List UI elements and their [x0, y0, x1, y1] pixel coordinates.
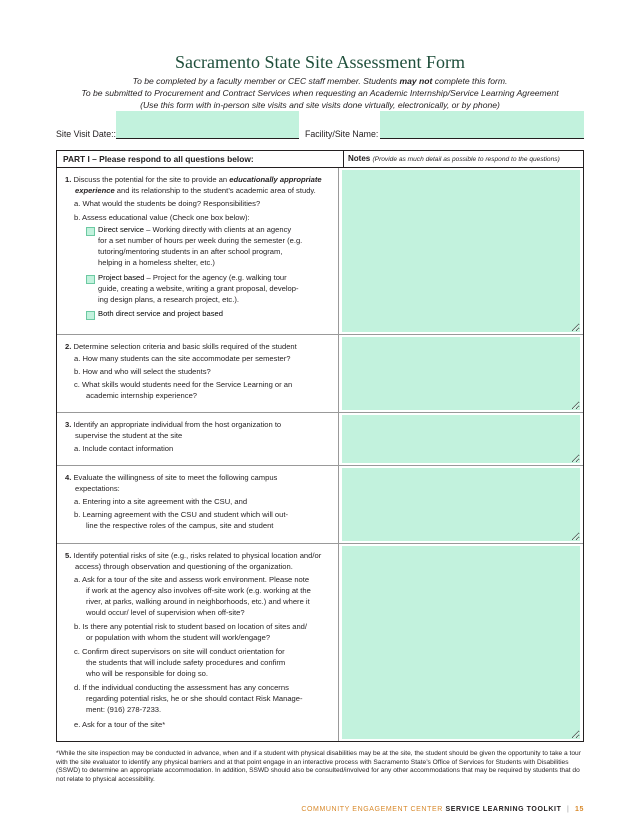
- project-based-line-3: ing design plans, a research project, etc.).: [98, 295, 239, 304]
- assessment-table: [56, 150, 584, 742]
- q2-b: b. How and who will select the students?: [74, 367, 211, 376]
- project-based-line-1: [98, 273, 287, 284]
- q1-a: a. What would the students be doing? Responsibilities?: [74, 199, 261, 208]
- q5-number: 5.: [65, 551, 72, 560]
- notes-cell-3: [338, 413, 583, 465]
- notes-cell-2: [338, 335, 583, 412]
- notes-cell-4: [338, 466, 583, 543]
- project-based-line-2: guide, creating a website, writing a grant proposal, develop-: [98, 284, 299, 293]
- intro-line-1: [0, 76, 640, 87]
- direct-service-line-1: [98, 225, 291, 236]
- q3-text: Identify an appropriate individual from the host organization to: [73, 420, 282, 429]
- page-number: 15: [575, 806, 584, 813]
- direct-service-line-3: tutoring/mentoring students in an after school program,: [98, 247, 283, 256]
- question-row-1: [57, 168, 583, 335]
- notes-field-5[interactable]: [342, 546, 580, 739]
- notes-cell-5: [338, 544, 583, 741]
- q5-a-2: if work at the agency also involves off-site work (e.g. working at the: [86, 586, 311, 595]
- intro-emphasis: may not: [399, 76, 433, 86]
- facility-name-field[interactable]: [380, 111, 584, 139]
- notes-field-2[interactable]: [342, 337, 580, 410]
- q1-number: 1.: [65, 175, 72, 184]
- q3-number: 3.: [65, 420, 72, 429]
- q3-a: a. Include contact information: [74, 444, 174, 453]
- q5-b-2: or population with whom the student will work/engage?: [86, 633, 271, 642]
- notes-field-1[interactable]: [342, 170, 580, 332]
- q5-b-1: b. Is there any potential risk to student based on location of sites and/: [74, 622, 308, 631]
- direct-service-title: Direct service: [98, 225, 144, 234]
- site-visit-date-label: Site Visit Date::: [56, 129, 116, 139]
- q4-b-1: b. Learning agreement with the CSU and student which will out-: [74, 510, 289, 519]
- q1-line-2: [75, 186, 316, 197]
- q1-text: Discuss the potential for the site to provide an: [73, 175, 230, 184]
- question-3: [57, 413, 338, 465]
- question-2: [57, 335, 338, 412]
- footer-toolkit-name: SERVICE LEARNING TOOLKIT: [445, 806, 562, 813]
- q5-d-1: d. If the individual conducting the assessment has any concerns: [74, 683, 289, 692]
- q5-a-3: river, at parks, walking around in neighborhoods, etc.) and where it: [86, 597, 310, 606]
- project-based-checkbox[interactable]: [86, 275, 95, 284]
- notes-field-4[interactable]: [342, 468, 580, 541]
- notes-heading: [343, 151, 583, 167]
- q4-b-2: line the respective roles of the campus, site and student: [86, 521, 274, 530]
- q2-line-1: [65, 342, 297, 353]
- question-5: [57, 544, 338, 741]
- q5-d-3: ment: (916) 278-7233.: [86, 705, 162, 714]
- footer-separator: |: [567, 806, 570, 813]
- both-checkbox[interactable]: [86, 311, 95, 320]
- q1-line-1: [65, 175, 322, 186]
- footnote: *While the site inspection may be conducted in advance, when and if a student with physical disabilities may be at the site, the student should be given the opportunity to take a tour with the site evaluator to identify any physical barriers and at that point engage in an interactive process with Sacramento State’s Office of Services for Students with Disabilities (SSWD) to determine an appropriate accommodation. In addition, SSWD should also be consulted/involved for any other accommodations that may be required by students that do not relate to physical accessibility.: [56, 750, 581, 783]
- form-title: Sacramento State Site Assessment Form: [175, 52, 465, 72]
- both-title: Both direct service and project based: [98, 309, 223, 318]
- notes-cell-1: [338, 168, 583, 334]
- direct-service-line-4: helping in a homeless shelter, etc.): [98, 258, 215, 267]
- project-based-title: Project based: [98, 273, 145, 282]
- part-one-heading: PART I – Please respond to all questions below:: [63, 154, 254, 164]
- q3-line-2: supervise the student at the site: [75, 431, 183, 440]
- q2-c-2: academic internship experience?: [86, 391, 198, 400]
- q2-a: a. How many students can the site accommodate per semester?: [74, 354, 291, 363]
- question-1: [57, 168, 338, 334]
- site-info-row: [56, 111, 584, 139]
- q4-number: 4.: [65, 473, 72, 482]
- q5-line-1: [65, 551, 321, 562]
- q5-a-4: would occur/ level of supervision when off-site?: [86, 608, 245, 617]
- q5-d-2: regarding potential risks, he or she should contact Risk Manage-: [86, 694, 303, 703]
- q4-a: a. Entering into a site agreement with the CSU, and: [74, 497, 248, 506]
- q5-c-2: the students that will include safety procedures and confirm: [86, 658, 286, 667]
- q1-emphasis: experience: [75, 186, 115, 195]
- intro-line-3: (Use this form with in-person site visits and site visits done virtually, electronically, or by phone): [140, 100, 500, 110]
- q2-text: Determine selection criteria and basic skills required of the student: [73, 342, 297, 351]
- q1-text: and its relationship to the student’s academic area of study.: [114, 186, 316, 195]
- q5-c-1: c. Confirm direct supervisors on site will conduct orientation for: [74, 647, 285, 656]
- intro-text: To be completed by a faculty member or CEC staff member. Students: [132, 76, 400, 86]
- q1-b: b. Assess educational value (Check one box below):: [74, 213, 250, 222]
- q5-text: Identify potential risks of site (e.g., risks related to physical location and/or: [73, 551, 322, 560]
- q1-emphasis: educationally appropriate: [229, 175, 322, 184]
- question-row-3: [57, 413, 583, 466]
- question-row-5: [57, 544, 583, 741]
- notes-label: Notes: [348, 154, 371, 163]
- direct-service-line-2: for a set number of hours per week during the semester (e.g.: [98, 236, 303, 245]
- direct-service-text: – Working directly with clients at an agency: [144, 225, 292, 234]
- project-based-text: – Project for the agency (e.g. walking tour: [144, 273, 287, 282]
- q5-line-2: access) through observation and questioning of the organization.: [75, 562, 293, 571]
- q3-line-1: [65, 420, 281, 431]
- question-row-2: [57, 335, 583, 413]
- intro-text: complete this form.: [432, 76, 508, 86]
- question-row-4: [57, 466, 583, 544]
- notes-field-3[interactable]: [342, 415, 580, 463]
- q4-line-2: expectations:: [75, 484, 120, 493]
- q5-e: e. Ask for a tour of the site*: [74, 720, 166, 729]
- table-header: [57, 151, 583, 168]
- notes-hint: (Provide as much detail as possible to respond to the questions): [372, 156, 560, 163]
- both-label: [98, 309, 223, 320]
- facility-name-label: Facility/Site Name:: [305, 129, 379, 139]
- direct-service-checkbox[interactable]: [86, 227, 95, 236]
- q2-number: 2.: [65, 342, 72, 351]
- q4-text: Evaluate the willingness of site to meet the following campus: [73, 473, 278, 482]
- intro-line-2: To be submitted to Procurement and Contract Services when requesting an Academic Internship/Service Learning Agreement: [81, 88, 559, 98]
- footer-center-name: COMMUNITY ENGAGEMENT CENTER: [301, 806, 443, 813]
- site-visit-date-field[interactable]: [116, 111, 299, 139]
- q5-a-1: a. Ask for a tour of the site and assess work environment. Please note: [74, 575, 310, 584]
- page-footer: [301, 806, 584, 813]
- q2-c-1: c. What skills would students need for the Service Learning or an: [74, 380, 293, 389]
- question-4: [57, 466, 338, 543]
- q5-c-3: who will be responsible for doing so.: [86, 669, 208, 678]
- q4-line-1: [65, 473, 277, 484]
